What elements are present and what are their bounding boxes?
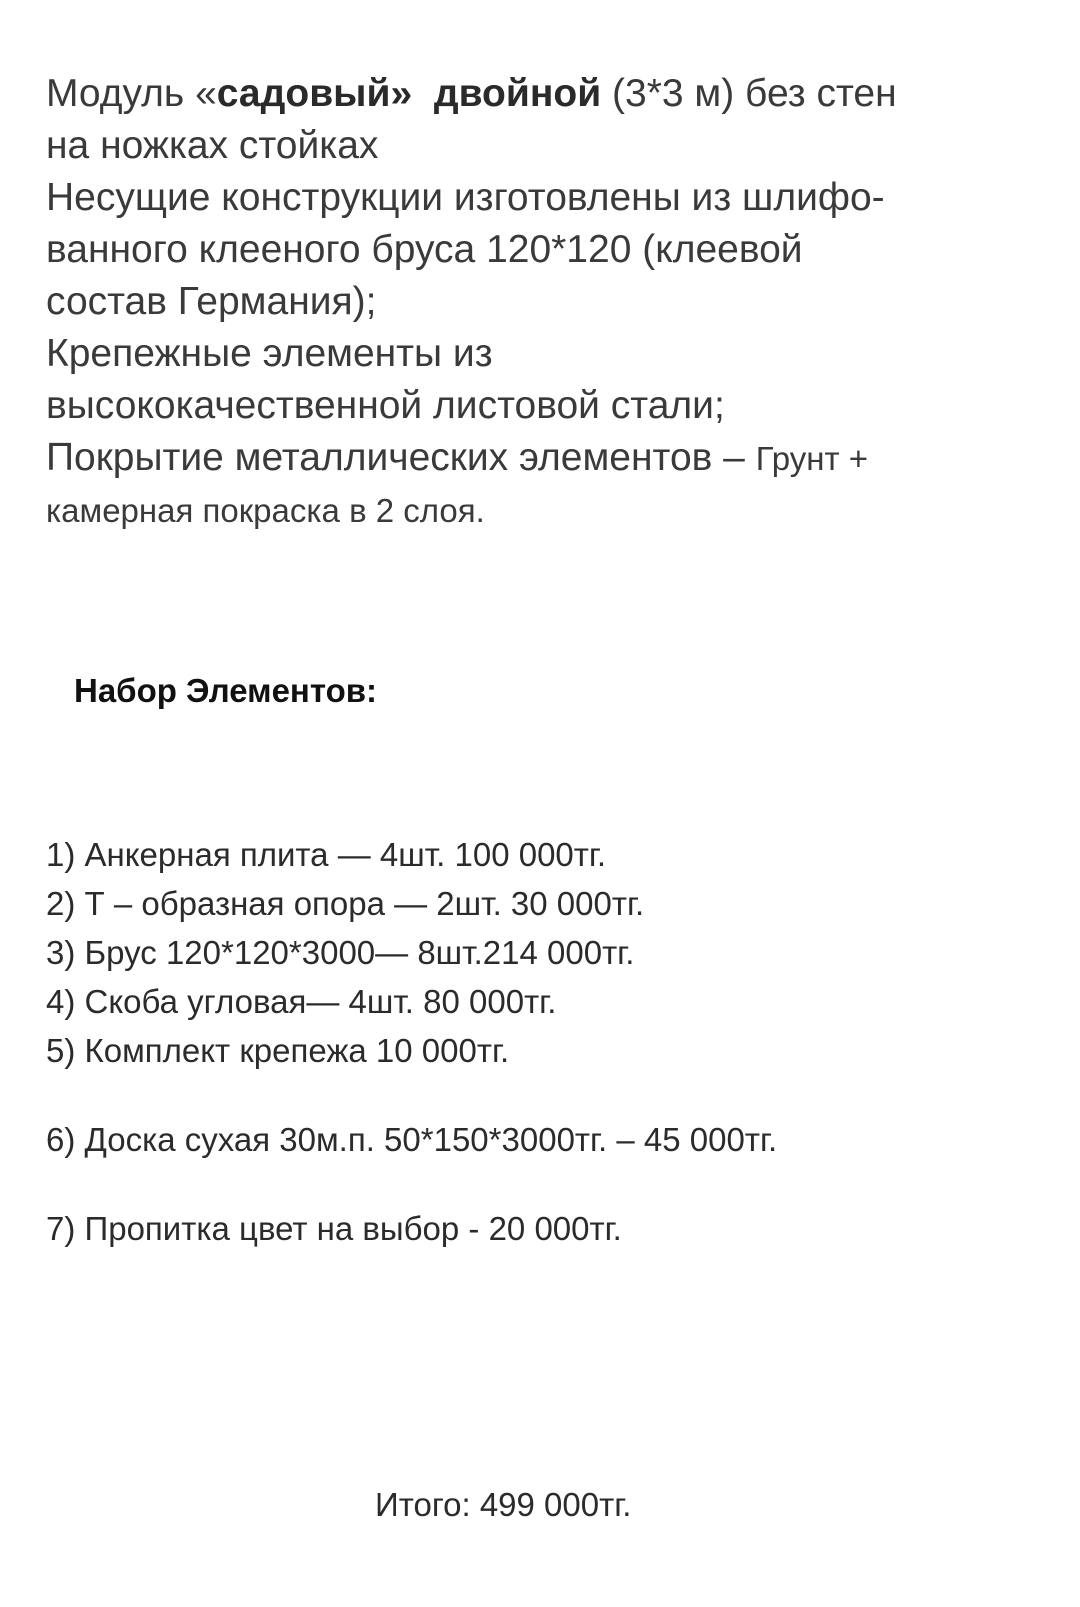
- list-item: 1) Анкерная плита — 4шт. 100 000тг.: [46, 836, 607, 873]
- title-bold-dvoynoy: двойной: [433, 72, 602, 115]
- description-line: камерная покраска в 2 слоя.: [46, 492, 485, 529]
- description-line: ванного клееного бруса 120*120 (клеевой: [46, 228, 803, 271]
- description-line: [46, 432, 1046, 485]
- description-line: состав Германия);: [46, 280, 377, 323]
- description-block: [46, 68, 1046, 537]
- coating-text-small: Грунт +: [755, 440, 868, 477]
- description-line: на ножках стойках: [46, 124, 379, 167]
- total-sum: Итого: 499 000тг.: [375, 1486, 632, 1523]
- list-item: 2) Т – образная опора — 2шт. 30 000тг.: [46, 885, 645, 922]
- list-item: 4) Скоба угловая— 4шт. 80 000тг.: [46, 983, 557, 1020]
- title-prefix: Модуль «: [46, 72, 217, 115]
- list-item: 5) Комплект крепежа 10 000тг.: [46, 1032, 510, 1069]
- coating-text: Покрытие металлических элементов –: [46, 436, 756, 479]
- description-line: Несущие конструкции изготовлены из шлифо-: [46, 176, 885, 219]
- list-item: 6) Доска сухая 30м.п. 50*150*3000тг. – 45 000тг.: [46, 1121, 778, 1158]
- description-line: Крепежные элементы из: [46, 332, 493, 375]
- title-suffix: (3*3 м) без стен: [601, 72, 897, 115]
- title-spacer: [412, 72, 434, 115]
- elements-heading: Набор Элементов:: [74, 672, 378, 709]
- list-item: 7) Пропитка цвет на выбор - 20 000тг.: [46, 1210, 622, 1247]
- elements-list: [46, 830, 777, 1253]
- title-bold-sadovy: садовый»: [216, 72, 413, 115]
- description-line: высококачественной листовой стали;: [46, 384, 725, 427]
- title-line: [46, 68, 1046, 120]
- list-item: 3) Брус 120*120*3000— 8шт.214 000тг.: [46, 934, 635, 971]
